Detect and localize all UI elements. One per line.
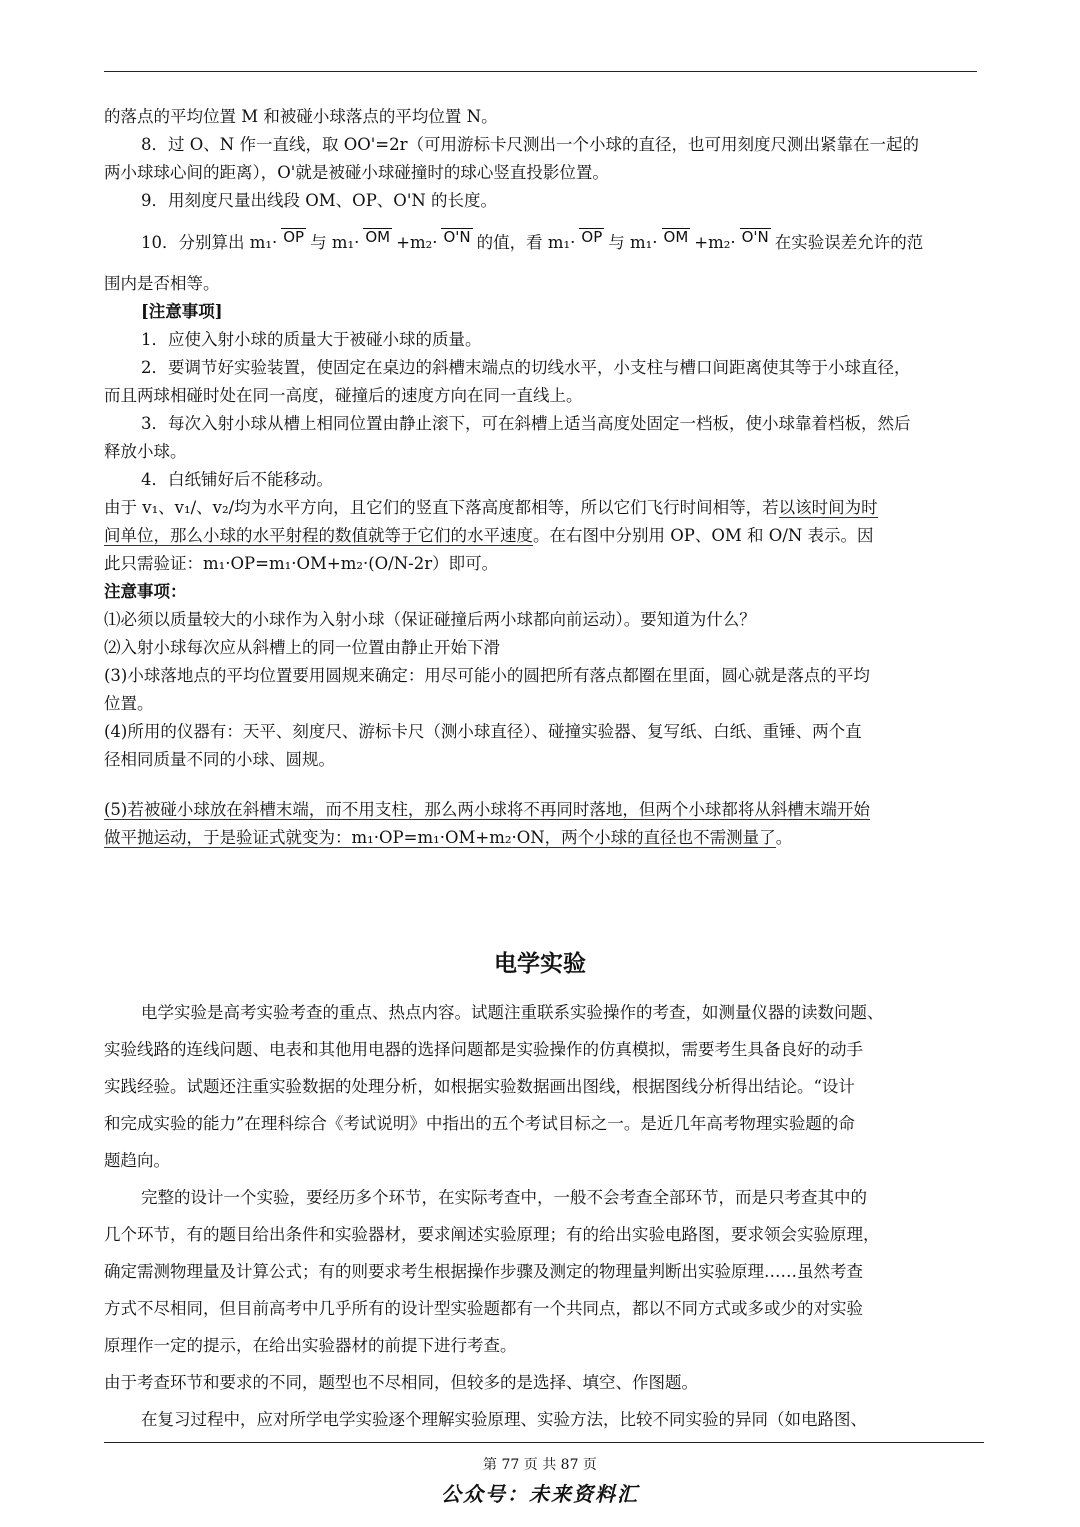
paragraph-line: 实践经验。试题还注重实验数据的处理分析，如根据实验数据画出图线，根据图线分析得出结论。“设计 <box>104 1077 855 1096</box>
vector-on: O'N <box>443 228 471 246</box>
list-item: (4)所用的仪器有：天平、刻度尺、游标卡尺（测小球直径）、碰撞实验器、复写纸、白纸、重锤、两个直 <box>104 722 862 741</box>
notes-heading: [注意事项] <box>141 302 223 321</box>
step-10: 10．分别算出 m₁· OP 与 m₁· OM +m₂· O'N 的值，看 m₁· OP 与 m₁· OM +m₂· O'N 在实验误差允许的范 <box>141 228 924 252</box>
paragraph-line: 确定需测物理量及计算公式；有的则要求考生根据操作步骤及测定的物理量判断出实验原理……虽然考查 <box>104 1262 863 1281</box>
text-line: 围内是否相等。 <box>104 274 220 293</box>
section-title: 电学实验 <box>494 951 586 977</box>
note-4: 4．白纸铺好后不能移动。 <box>141 470 333 489</box>
experiment-steps <box>104 103 980 215</box>
paragraph-line: 电学实验是高考实验考查的重点、热点内容。试题注重联系实验操作的考查，如测量仪器的读数问题、 <box>141 1003 884 1022</box>
text-line: 径相同质量不同的小球、圆规。 <box>104 750 335 769</box>
step-8: 8．过 O、N 作一直线，取 OO'=2r（可用游标卡尺测出一个小球的直径，也可用刻度尺测出紧靠在一起的 <box>141 135 919 154</box>
vector-on: O'N <box>741 228 769 246</box>
list-item: ⑵入射小球每次应从斜槽上的同一位置由静止开始下滑 <box>104 638 500 657</box>
paragraph-line: 完整的设计一个实验，要经历多个环节，在实际考查中，一般不会考查全部环节，而是只考查其中的 <box>141 1188 867 1207</box>
paragraph-line: 题趋向。 <box>104 1151 170 1170</box>
note-2: 2．要调节好实验装置，使固定在桌边的斜槽末端点的切线水平，小支柱与槽口间距离使其等于小球直径， <box>141 358 911 377</box>
notes-section <box>104 270 980 774</box>
list-item: ⑴必须以质量较大的小球作为入射小球（保证碰撞后两小球都向前运动）。要知道为什么？ <box>104 610 756 629</box>
paragraph-line: 实验线路的连线问题、电表和其他用电器的选择问题都是实验操作的仿真模拟，需要考生具备良好的动手 <box>104 1040 863 1059</box>
text-line: 两小球球心间的距离），O'就是被碰小球碰撞时的球心竖直投影位置。 <box>104 163 609 182</box>
notes-heading-2: 注意事项： <box>104 582 187 601</box>
page-number: 第 77 页 共 87 页 <box>483 1457 597 1473</box>
text-line: 而且两球相碰时处在同一高度，碰撞后的速度方向在同一直线上。 <box>104 386 583 405</box>
step-9: 9．用刻度尺量出线段 OM、OP、O'N 的长度。 <box>141 191 498 210</box>
vector-op: OP <box>581 228 603 246</box>
section-body <box>104 994 980 1438</box>
explanation: 由于 v₁、v₁/、v₂/均为水平方向，且它们的竖直下落高度都相等，所以它们飞行时间相等，若以该时间为时 <box>104 498 878 517</box>
footer-rule <box>104 1442 984 1443</box>
explanation: 间单位，那么小球的水平射程的数值就等于它们的水平速度。在右图中分别用 OP、OM 和 O/N 表示。因 <box>104 526 874 545</box>
text-line: 的落点的平均位置 M 和被碰小球落点的平均位置 N。 <box>104 107 498 126</box>
paragraph-line: 和完成实验的能力”在理科综合《考试说明》中指出的五个考试目标之一。是近几年高考物理实验题的命 <box>104 1114 855 1133</box>
text-line: 位置。 <box>104 694 154 713</box>
note-3: 3．每次入射小球从槽上相同位置由静止滚下，可在斜槽上适当高度处固定一档板，使小球靠着档板，然后 <box>141 414 911 433</box>
explanation: 此只需验证：m₁·OP=m₁·OM+m₂·(O/N-2r）即可。 <box>104 554 499 573</box>
footer-brand: 公众号：未来资料汇 <box>441 1482 639 1506</box>
text-line: 释放小球。 <box>104 442 187 461</box>
vector-om: OM <box>663 228 689 246</box>
header-rule <box>104 71 977 72</box>
paragraph-line: 由于考查环节和要求的不同，题型也不尽相同，但较多的是选择、填空、作图题。 <box>104 1373 698 1392</box>
vector-op: OP <box>283 228 305 246</box>
list-item: (3)小球落地点的平均位置要用圆规来确定：用尽可能小的圆把所有落点都圈在里面，圆心就是落点的平均 <box>104 666 870 685</box>
paragraph-line: 在复习过程中，应对所学电学实验逐个理解实验原理、实验方法，比较不同实验的异同（如电路图、 <box>141 1410 867 1429</box>
note-1: 1．应使入射小球的质量大于被碰小球的质量。 <box>141 330 482 349</box>
note-5: (5)若被碰小球放在斜槽末端，而不用支柱，那么两小球将不再同时落地，但两个小球都将从斜槽末端开始 做平抛运动，于是验证式就变为：m₁·OP=m₁·OM+m₂·ON，两个小球的直径也不需测量了。 <box>104 800 870 847</box>
paragraph-line: 原理作一定的提示，在给出实验器材的前提下进行考查。 <box>104 1336 517 1355</box>
paragraph-line: 方式不尽相同，但目前高考中几乎所有的设计型实验题都有一个共同点，都以不同方式或多或少的对实验 <box>104 1299 863 1318</box>
vector-om: OM <box>365 228 391 246</box>
paragraph-line: 几个环节，有的题目给出条件和实验器材，要求阐述实验原理；有的给出实验电路图，要求领会实验原理， <box>104 1225 880 1244</box>
